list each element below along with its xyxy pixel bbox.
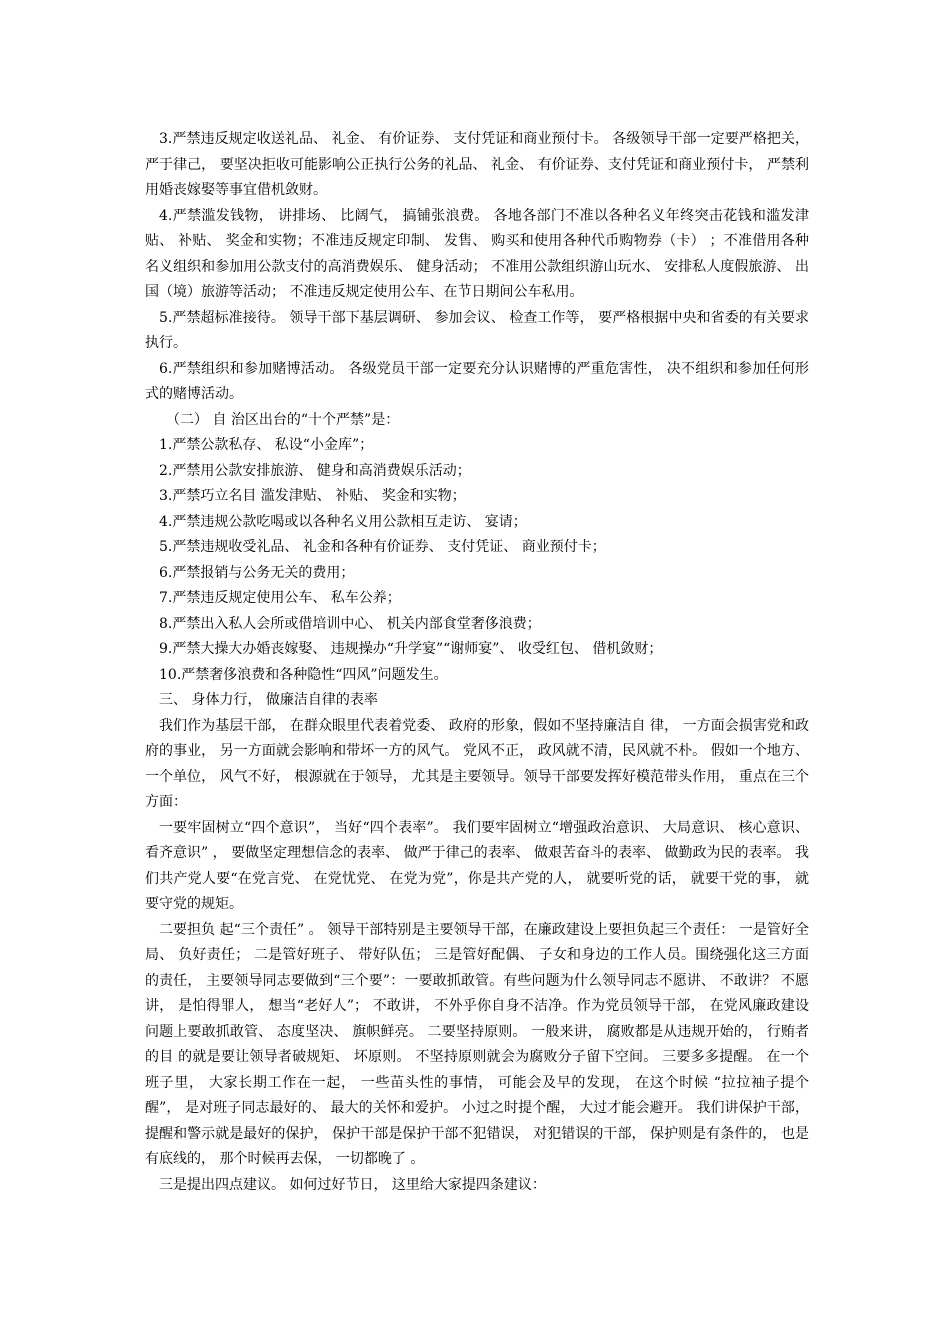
section-three-heading: 三、 身体力行， 做廉洁自律的表率 (159, 692, 378, 708)
body-paragraph-3: 二要担负 起“三个责任” 。 领导干部特别是主要领导干部，在廉政建设上要担负起三个责任： 一是管好全局、 负好责任； 二是管好班子、 带好队伍； 三是管好配偶、 子女和身边的工作人员。围绕强化这三方面的责任， 主要领导同志要做到“三个要”：一要敢抓敢管。有些问题为什么领导同志不愿讲、 不敢讲？ 不愿讲， 是怕得罪人， 想当“老好人”； 不敢讲， 不外乎你自身不洁净。作为党员领导干部， 在党风廉政建设问题上要敢抓敢管、 态度坚决、 旗帜鲜亮。 二要坚持原则。 一般来讲， 腐败都是从违规开始的， 行贿者的目 的就是要让领导者破规矩、 坏原则。 不坚持原则就会为腐败分子留下空间。 三要多多提醒。 在一个班子里， 大家长期工作在一起， 一些苗头性的事情， 可能会及早的发现， 在这个时候 “拉拉袖子提个醒”， 是对班子同志最好的、 最大的关怀和爱护。 小过之时提个醒， 大过才能会避开。 我们讲保护干部， 提醒和警示就是最好的保护， 保护干部是保护干部不犯错误， 对犯错误的干部， 保护则是有条件的， 也是有底线的， 那个时候再去保， 一切都晚了 。 (145, 921, 814, 1167)
rule-paragraph-3: 3.严禁违反规定收送礼品、 礼金、 有价证券、 支付凭证和商业预付卡。 各级领导干部一定要严格把关， 严于律己， 要坚决拒收可能影响公正执行公务的礼品、 礼金、 有价证券、支付凭证和商业预付卡， 严禁利用婚丧嫁娶等事宜借机敛财。 (145, 131, 814, 198)
rule-paragraph-6: 6.严禁组织和参加赌博活动。 各级党员干部一定要充分认识赌博的严重危害性， 决不组织和参加任何形式的赌博活动。 (145, 360, 809, 402)
ten-rules-item-8: 8.严禁出入私人会所或借培训中心、 机关内部食堂奢侈浪费； (159, 615, 541, 632)
ten-rules-item-10: 10.严禁奢侈浪费和各种隐性“四风”问题发生。 (159, 666, 448, 683)
rule-paragraph-4: 4.严禁滥发钱物， 讲排场、 比阔气， 搞铺张浪费。 各地各部门不准以各种名义年终突击花钱和滥发津贴、 补贴、 奖金和实物；不准违反规定印制、 发售、 购买和使用各种代币购物券（卡） ；不准借用各种名义组织和参加用公款支付的高消费娱乐、 健身活动； 不准用公款组织游山玩水、 安排私人度假旅游、 出国（境）旅游等活动； 不准违反规定使用公车、在节日期间公车私用。 (145, 207, 809, 300)
ten-rules-item-7: 7.严禁违反规定使用公车、 私车公养； (159, 590, 401, 606)
ten-rules-item-2: 2.严禁用公款安排旅游、 健身和高消费娱乐活动； (159, 462, 471, 479)
ten-rules-item-3: 3.严禁巧立名目 滥发津贴、 补贴、 奖金和实物； (159, 488, 466, 504)
body-paragraph-1: 我们作为基层干部， 在群众眼里代表着党委、 政府的形象，假如不坚持廉洁自 律， 一方面会损害党和政府的事业， 另一方面就会影响和带坏一方的风气。 党风不正， 政风就不清，民风就不朴。 假如一个地方、 一个单位， 风气不好， 根源就在于领导， 尤其是主要领导。领导干部要发挥好模范带头作用， 重点在三个方面： (145, 717, 814, 810)
ten-rules-item-4: 4.严禁违规公款吃喝或以各种名义用公款相互走访、 宴请； (159, 513, 527, 530)
body-paragraph-2: 一要牢固树立“四个意识”， 当好“四个表率”。 我们要牢固树立“增强政治意识、 大局意识、 核心意识、 看齐意识” ， 要做坚定理想信念的表率、 做严于律己的表率、 做艰苦奋斗的表率、 做勤政为民的表率。 我们共产党人要“在党言党、 在党忧党、 在党为党”，你是共产党的人， 就要听党的话， 就要干党的事， 就要守党的规矩。 (145, 819, 814, 912)
section-two-heading: （二） 自 治区出台的“十个严禁”是： (166, 411, 400, 428)
ten-rules-item-6: 6.严禁报销与公务无关的费用； (159, 564, 355, 581)
ten-rules-item-9: 9.严禁大操大办婚丧嫁娶、 违规操办“升学宴”“谢师宴”、 收受红包、 借机敛财； (159, 641, 663, 657)
rule-paragraph-5: 5.严禁超标准接待。 领导干部下基层调研、 参加会议、 检查工作等， 要严格根据中央和省委的有关要求执行。 (145, 309, 809, 351)
ten-rules-item-1: 1.严禁公款私存、 私设“小金库”； (159, 437, 374, 453)
ten-rules-item-5: 5.严禁违规收受礼品、 礼金和各种有价证券、 支付凭证、 商业预付卡； (159, 539, 606, 555)
body-paragraph-4: 三是提出四点建议。 如何过好节日， 这里给大家提四条建议： (159, 1176, 546, 1193)
document-body (145, 127, 814, 1198)
